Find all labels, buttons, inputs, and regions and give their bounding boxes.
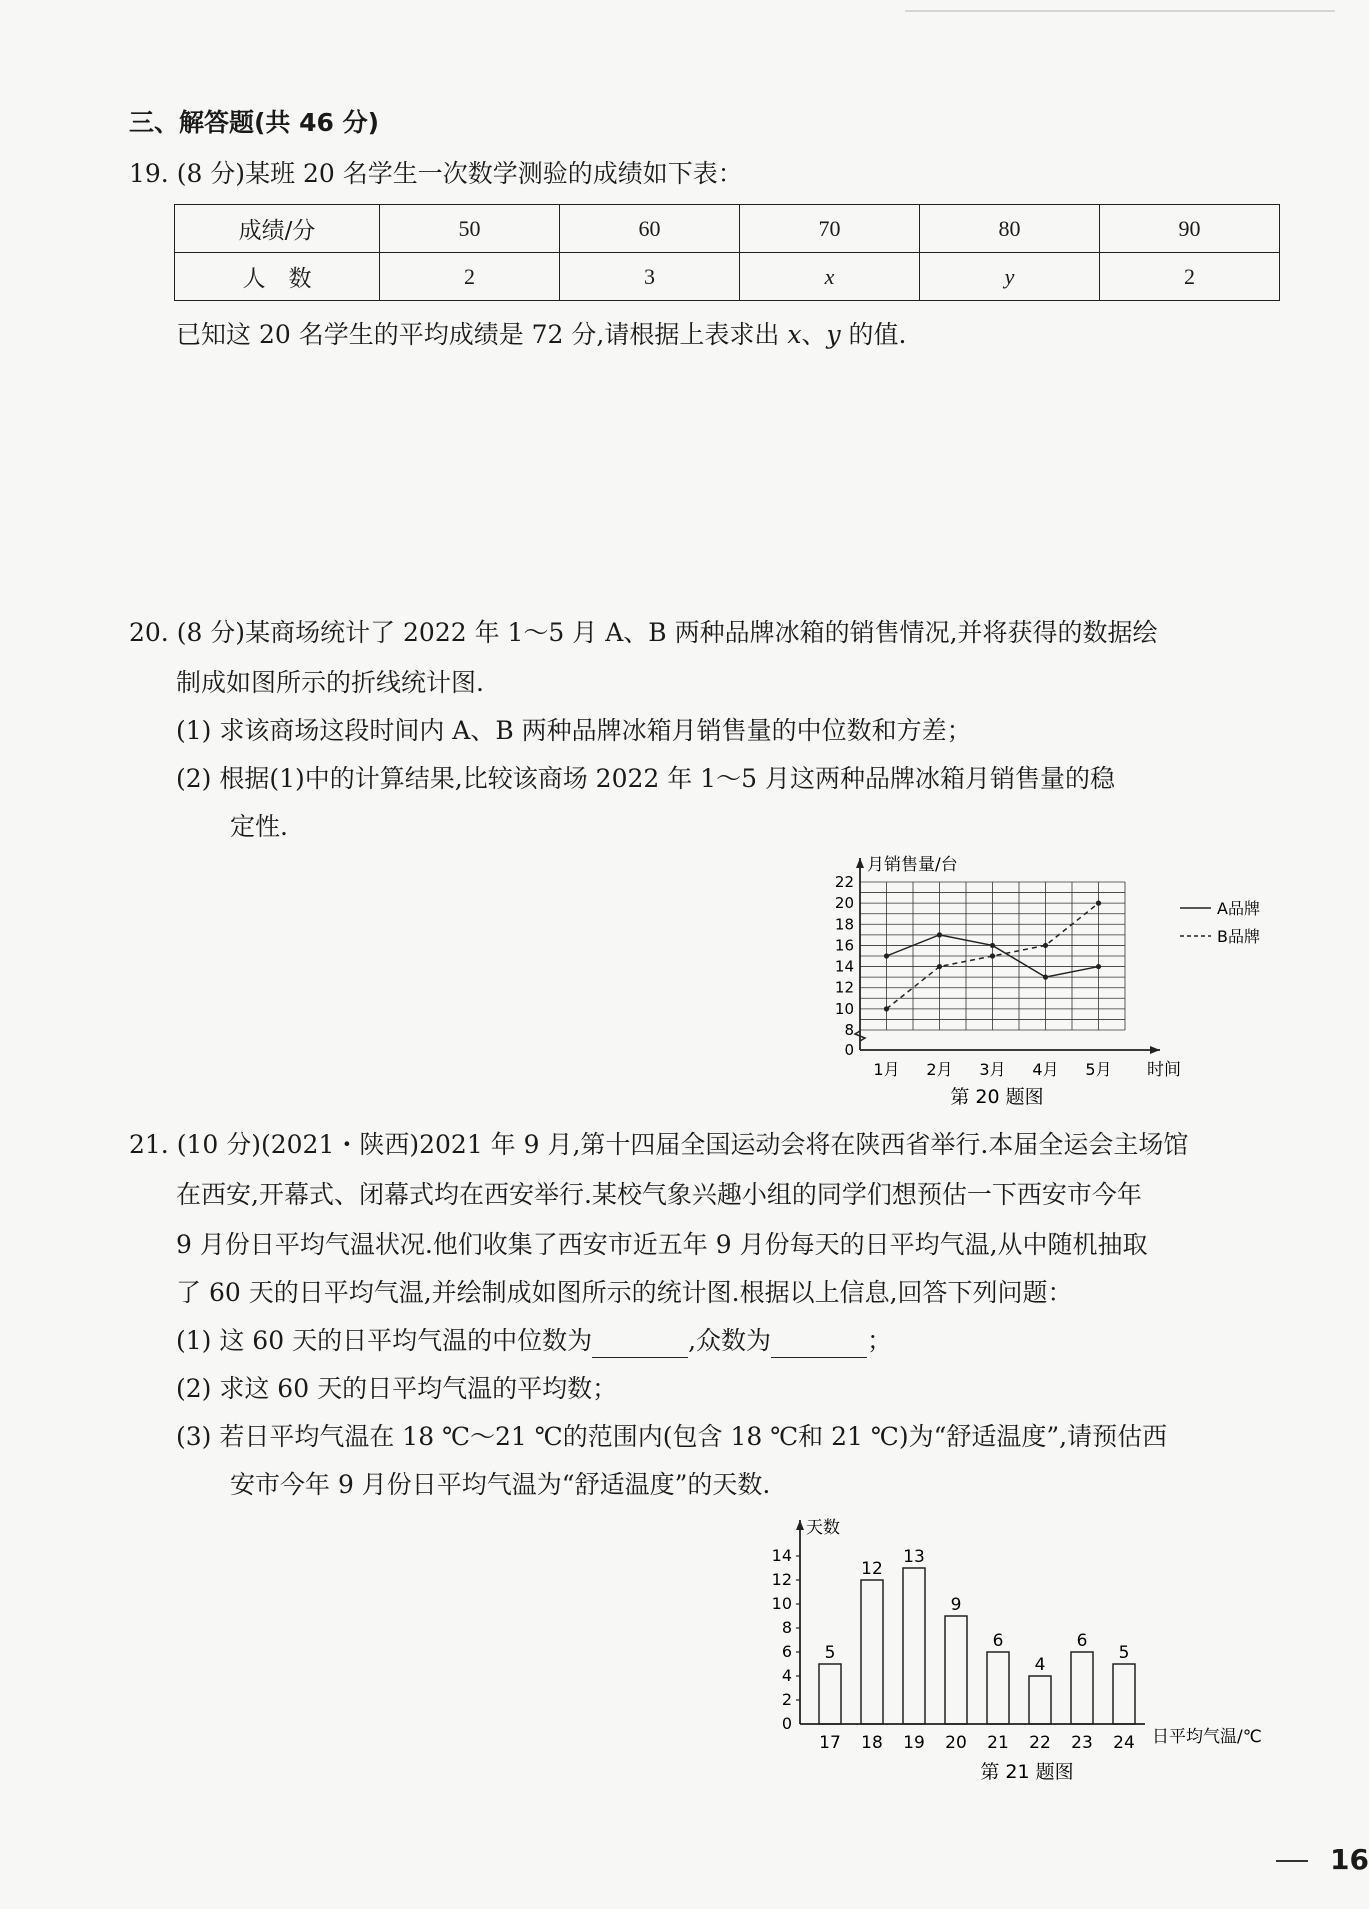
q21-stem-line3: 9 月份日平均气温状况.他们收集了西安市近五年 9 月份每天的日平均气温,从中随机抽取 xyxy=(176,1230,1148,1259)
q19-question-prefix: 已知这 20 名学生的平均成绩是 72 分,请根据上表求出 xyxy=(176,320,788,349)
x-tick-label: 22 xyxy=(1029,1733,1051,1753)
table-row xyxy=(175,205,1280,253)
x-tick-label: 1月 xyxy=(873,1060,900,1079)
table-header-score: 成绩/分 xyxy=(175,205,380,253)
y-axis-label: 天数 xyxy=(806,1518,840,1538)
y-tick-label: 14 xyxy=(771,1546,792,1565)
y-tick-label: 20 xyxy=(834,894,854,913)
q21-part1-text: (1) 这 60 天的日平均气温的中位数为 xyxy=(176,1326,593,1355)
data-point xyxy=(1043,975,1048,980)
x-tick-label: 4月 xyxy=(1032,1060,1059,1079)
x-tick-label: 21 xyxy=(987,1733,1009,1753)
table-cell: 50 xyxy=(380,205,560,253)
y-tick-label: 8 xyxy=(781,1618,792,1637)
bar-value-label: 5 xyxy=(1118,1643,1130,1663)
x-tick-label: 20 xyxy=(945,1733,967,1753)
q19-score-table xyxy=(174,204,1280,301)
bar-value-label: 6 xyxy=(992,1631,1004,1651)
bar-value-label: 9 xyxy=(950,1595,962,1615)
q19-question-suffix: 的值. xyxy=(840,320,907,349)
page-number-dash xyxy=(1276,1860,1308,1862)
x-axis-arrow xyxy=(1150,1046,1160,1054)
table-cell: 3 xyxy=(560,253,740,301)
table-cell: 60 xyxy=(560,205,740,253)
y-tick-label: 12 xyxy=(771,1570,792,1589)
table-cell: y xyxy=(920,253,1100,301)
bar xyxy=(903,1568,925,1724)
data-point xyxy=(937,964,942,969)
q20-part1: (1) 求该商场这段时间内 A、B 两种品牌冰箱月销售量的中位数和方差； xyxy=(176,716,972,745)
q20-caption: 第 20 题图 xyxy=(950,1086,1044,1108)
q21-part1-mode-text: ,众数为 xyxy=(688,1326,772,1355)
x-axis-label: 日平均气温/℃ xyxy=(1152,1727,1262,1747)
table-cell: 90 xyxy=(1100,205,1280,253)
answer-blank-median[interactable] xyxy=(592,1331,688,1358)
table-cell: x xyxy=(740,253,920,301)
y-axis-arrow xyxy=(856,858,864,868)
y-tick-label: 0 xyxy=(844,1041,854,1059)
bar xyxy=(945,1616,967,1724)
data-point xyxy=(937,932,942,937)
x-axis-label: 时间 xyxy=(1147,1060,1181,1080)
y-tick-label: 14 xyxy=(834,957,854,976)
q20-stem-line2: 制成如图所示的折线统计图. xyxy=(176,668,484,697)
data-point xyxy=(1043,943,1048,948)
table-header-count: 人 数 xyxy=(175,253,380,301)
bar xyxy=(1029,1676,1051,1724)
x-tick-labels xyxy=(873,1060,1111,1079)
bar-value-label: 5 xyxy=(824,1643,836,1663)
y-tick-labels xyxy=(772,1546,800,1733)
x-tick-label: 3月 xyxy=(979,1060,1006,1079)
table-cell: 70 xyxy=(740,205,920,253)
legend-a-label: A品牌 xyxy=(1217,899,1260,918)
q21-stem-line4: 了 60 天的日平均气温,并绘制成如图所示的统计图.根据以上信息,回答下列问题： xyxy=(176,1278,1073,1307)
y-tick-label: 2 xyxy=(781,1690,792,1709)
data-point xyxy=(990,953,995,958)
y-tick-label: 0 xyxy=(781,1714,792,1733)
q20-line-chart xyxy=(815,850,1305,1115)
x-tick-label: 23 xyxy=(1071,1733,1093,1753)
q19-stem: 19. (8 分)某班 20 名学生一次数学测验的成绩如下表： xyxy=(129,159,743,188)
y-tick-label: 6 xyxy=(781,1642,792,1661)
y-tick-label: 10 xyxy=(834,999,854,1018)
bar xyxy=(861,1580,883,1724)
q19-sep: 、 xyxy=(801,320,827,349)
y-tick-label: 22 xyxy=(834,873,854,891)
legend-b-label: B品牌 xyxy=(1217,927,1260,946)
chart-bars xyxy=(819,1547,1135,1753)
y-tick-label: 8 xyxy=(844,1021,854,1039)
data-point xyxy=(990,943,995,948)
x-tick-label: 2月 xyxy=(926,1060,953,1079)
q21-caption: 第 21 题图 xyxy=(980,1761,1074,1783)
q20-part2-line2: 定性. xyxy=(230,812,288,841)
bar-value-label: 4 xyxy=(1034,1655,1046,1675)
bar-value-label: 12 xyxy=(861,1559,883,1579)
x-tick-label: 18 xyxy=(861,1733,883,1753)
x-tick-label: 24 xyxy=(1113,1733,1135,1753)
table-row xyxy=(175,253,1280,301)
q21-bar-chart xyxy=(760,1510,1300,1790)
q21-stem-line1: 21. (10 分)(2021・陕西)2021 年 9 月,第十四届全国运动会将在陕西省举行.本届全运会主场馆 xyxy=(129,1130,1189,1159)
q21-part1 xyxy=(176,1324,892,1358)
y-tick-label: 4 xyxy=(781,1666,792,1685)
table-cell: 2 xyxy=(1100,253,1280,301)
data-point xyxy=(1096,964,1101,969)
q21-stem-line2: 在西安,开幕式、闭幕式均在西安举行.某校气象兴趣小组的同学们想预估一下西安市今年 xyxy=(176,1180,1142,1209)
y-axis-arrow xyxy=(796,1520,804,1530)
section-title: 三、解答题(共 46 分) xyxy=(129,108,380,137)
q21-part1-end: ； xyxy=(867,1326,893,1355)
bar xyxy=(1071,1652,1093,1724)
data-point xyxy=(1096,901,1101,906)
y-tick-label: 16 xyxy=(834,936,854,955)
q21-part3-line2: 安市今年 9 月份日平均气温为“舒适温度”的天数. xyxy=(230,1470,771,1499)
q21-part2: (2) 求这 60 天的日平均气温的平均数； xyxy=(176,1374,618,1403)
y-tick-label: 12 xyxy=(834,978,854,997)
y-tick-label: 18 xyxy=(834,915,854,934)
x-tick-label: 5月 xyxy=(1085,1060,1112,1079)
answer-blank-mode[interactable] xyxy=(771,1331,867,1358)
x-tick-label: 19 xyxy=(903,1733,925,1753)
data-point xyxy=(884,1006,889,1011)
y-tick-labels xyxy=(835,873,854,1059)
bar-value-label: 6 xyxy=(1076,1631,1088,1651)
x-tick-label: 17 xyxy=(819,1733,841,1753)
page-number: 16 xyxy=(1330,1843,1369,1876)
y-tick-label: 10 xyxy=(771,1594,792,1613)
bar xyxy=(819,1664,841,1724)
bar xyxy=(987,1652,1009,1724)
q20-part2-line1: (2) 根据(1)中的计算结果,比较该商场 2022 年 1～5 月这两种品牌冰箱月销售量的稳 xyxy=(176,764,1115,793)
q20-stem-line1: 20. (8 分)某商场统计了 2022 年 1～5 月 A、B 两种品牌冰箱的销售情况,并将获得的数据绘 xyxy=(129,618,1158,647)
q19-var-y: y xyxy=(826,320,841,349)
bar xyxy=(1113,1664,1135,1724)
q19-var-x: x xyxy=(787,320,802,349)
y-axis-label: 月销售量/台 xyxy=(867,855,958,875)
table-cell: 2 xyxy=(380,253,560,301)
q21-part3-line1: (3) 若日平均气温在 18 ℃～21 ℃的范围内(包含 18 ℃和 21 ℃)为“舒适温度”,请预估西 xyxy=(176,1422,1168,1451)
data-point xyxy=(884,953,889,958)
q19-question xyxy=(176,318,906,352)
top-rule xyxy=(905,10,1335,12)
bar-value-label: 13 xyxy=(903,1547,925,1567)
table-cell: 80 xyxy=(920,205,1100,253)
